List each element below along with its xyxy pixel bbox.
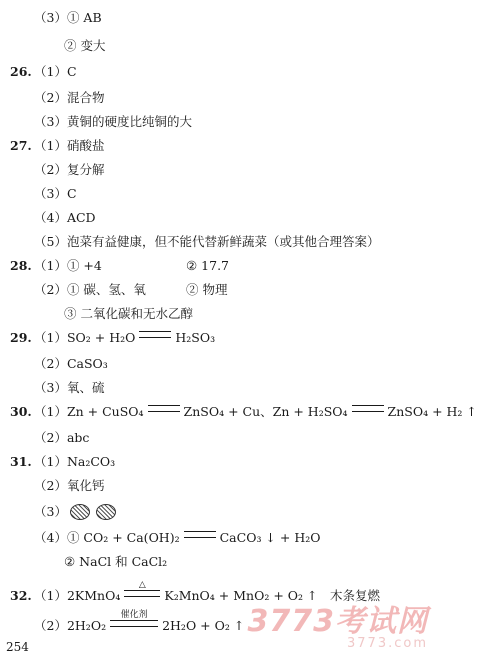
answer-text: ② 17.7 [186, 258, 230, 273]
question-number: 30. [10, 404, 32, 419]
answer-text: （5）泡菜有益健康，但不能代替新鲜蔬菜（或其他合理答案） [34, 234, 380, 249]
equation-lhs: （1）2KMnO₄ [34, 588, 121, 603]
answer-text: （2）混合物 [34, 90, 105, 105]
chemical-equation [34, 610, 245, 634]
reaction-condition [110, 610, 158, 627]
page-number: 254 [6, 640, 29, 654]
equals-sign [139, 331, 171, 338]
equation-lhs: （2）2H₂O₂ [34, 618, 107, 633]
answer-text: （1）硝酸盐 [34, 138, 105, 153]
answer-text: （2）① 碳、氢、氧 [34, 282, 146, 297]
equation-rhs: ZnSO₄ + Cu、Zn + H₂SO₄ [183, 404, 348, 419]
question-number: 28. [10, 258, 32, 273]
question-number: 31. [10, 454, 32, 469]
watermark-logo: 3773考试网 [247, 604, 428, 639]
part-label: （1） [34, 330, 67, 345]
question-number: 27. [10, 138, 32, 153]
reaction-condition [124, 580, 160, 597]
answer-text: ② 物理 [186, 282, 228, 297]
answer-text: ③ 二氧化碳和无水乙醇 [64, 306, 193, 321]
catalyst-label: 催化剂 [120, 610, 148, 620]
answer-text: （2）氧化钙 [34, 478, 105, 493]
equation-lhs: Zn + CuSO₄ [66, 404, 144, 419]
answer-text: （2）abc [34, 430, 90, 445]
equals-sign [148, 405, 180, 412]
equation-rhs: CaCO₃ ↓ + H₂O [219, 530, 321, 545]
question-number: 26. [10, 64, 32, 79]
answer-text: （1）C [34, 64, 77, 79]
answer-text: ② 变大 [64, 38, 106, 53]
equation-rhs: 2H₂O + O₂ ↑ [162, 618, 245, 633]
answer-text: （1）① +4 [34, 258, 102, 273]
answer-text: ② NaCl 和 CaCl₂ [64, 554, 168, 569]
chemical-equation [34, 404, 477, 420]
equation-rhs: ZnSO₄ + H₂ ↑ [387, 404, 477, 419]
answer-text: （3）黄铜的硬度比纯铜的大 [34, 114, 192, 129]
question-number: 29. [10, 330, 32, 345]
chemical-equation [34, 530, 320, 546]
watermark [248, 596, 429, 651]
answer-text: （3）C [34, 186, 77, 201]
watermark-url: 3773.com [347, 636, 428, 651]
molecule-diagram [70, 504, 116, 520]
equals-sign [352, 405, 384, 412]
question-number: 32. [10, 588, 32, 603]
molecule-icon [70, 504, 90, 520]
equals-sign [184, 531, 216, 538]
answer-text: （3）氧、硫 [34, 380, 105, 395]
answer-text: （3）① AB [34, 10, 102, 25]
equation-rhs: H₂SO₃ [175, 330, 216, 345]
answer-text: （1）Na₂CO₃ [34, 454, 116, 469]
answer-text: 木条复燃 [330, 588, 381, 603]
equation-lhs: （4）① CO₂ + Ca(OH)₂ [34, 530, 180, 545]
answer-text: （2）CaSO₃ [34, 356, 108, 371]
answer-text: （3） [34, 504, 67, 519]
answer-text: （2）复分解 [34, 162, 105, 177]
equation-lhs: SO₂ + H₂O [66, 330, 136, 345]
answer-text: （4）ACD [34, 210, 96, 225]
chemical-equation [34, 330, 215, 346]
heat-symbol: △ [138, 580, 146, 590]
molecule-icon [96, 504, 116, 520]
part-label: （1） [34, 404, 67, 419]
equation-rhs: K₂MnO₄ + MnO₂ + O₂ ↑ [164, 588, 318, 603]
